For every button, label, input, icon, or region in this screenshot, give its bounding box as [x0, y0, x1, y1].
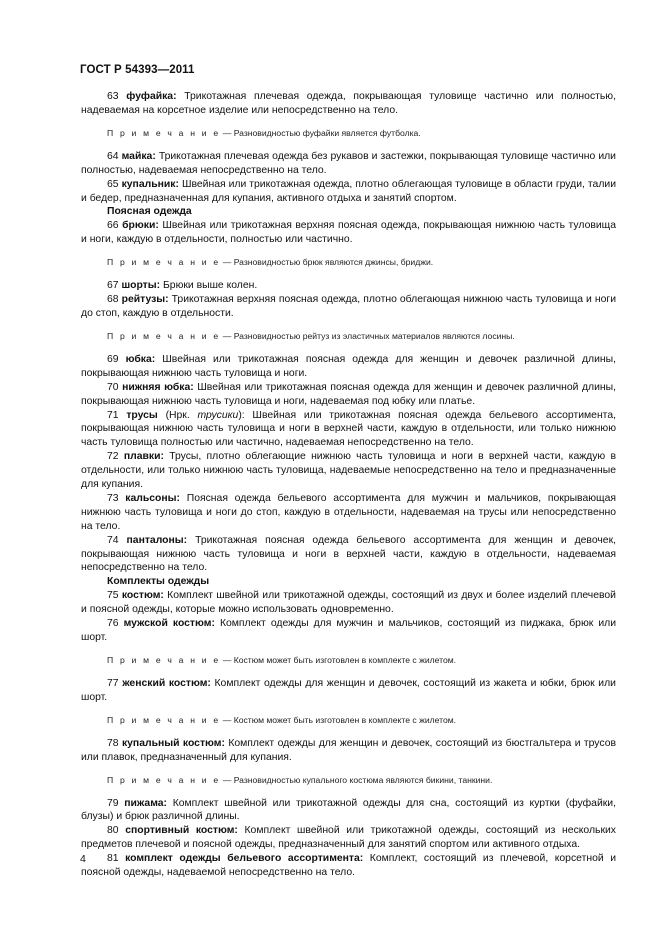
term-entry-63	[81, 90, 616, 118]
term-name: шорты:	[121, 280, 161, 292]
note-label: П р и м е ч а н и е	[107, 257, 221, 268]
section-heading-waist: Поясная одежда	[107, 206, 192, 218]
term-name: плавки:	[123, 451, 164, 463]
term-name: женский костюм:	[122, 677, 211, 689]
term-entry-81	[81, 852, 616, 880]
document-body	[81, 90, 616, 880]
term-definition: Швейная или трикотажная поясная одежда для женщин и девочек различной длины, покрывающая нижнюю часть туловища и ноги.	[81, 353, 617, 379]
term-number: 74	[107, 534, 119, 546]
note-label: П р и м е ч а н и е	[107, 127, 221, 138]
term-name: брюки:	[122, 220, 159, 232]
note-76	[81, 655, 616, 666]
note-78	[81, 775, 616, 786]
term-name: майка:	[121, 150, 156, 162]
term-number: 77	[107, 677, 119, 689]
term-definition: Трикотажная поясная одежда бельевого ассортимента для женщин и девочек, покрывающая нижнюю часть туловища и ноги в верхней части, каждую в отдельности, надеваемая непосредственно на тело.	[81, 534, 616, 574]
term-number: 66	[107, 220, 119, 232]
note-text: — Разновидностью купального костюма являются бикини, танкини.	[220, 774, 493, 785]
term-name: купальный костюм:	[121, 737, 225, 749]
term-number: 81	[107, 853, 119, 865]
term-definition: ): Швейная или трикотажная поясная одежда бельевого ассортимента, покрывающая нижнюю часть туловища и ноги в верхней части, каждую в отдельности, или только нижнюю часть туловища полностью или частично, надеваемая непосредственно на тело.	[81, 409, 616, 449]
note-label: П р и м е ч а н и е	[107, 774, 221, 785]
term-number: 67	[107, 280, 119, 292]
term-definition: Трикотажная верхняя поясная одежда, плотно облегающая нижнюю часть туловища и ноги до стоп, каждую в отдельности.	[81, 294, 616, 319]
term-name: спортивный костюм:	[125, 825, 238, 837]
term-entry-70	[81, 381, 616, 409]
term-name: фуфайка:	[126, 91, 177, 102]
term-definition: Швейная или трикотажная одежда, плотно облегающая туловище в области груди, талии и бедер, предназначенная для купания, активного отдыха и занятий спортом.	[81, 178, 617, 204]
term-entry-65	[81, 178, 616, 206]
term-alternative: трусики	[197, 409, 239, 421]
term-definition: Трикотажная плечевая одежда, покрывающая туловище частично или полностью, надеваемая на корсетное изделие или непосредственно на тело.	[81, 91, 616, 116]
note-label: П р и м е ч а н и е	[107, 714, 221, 725]
term-name: купальник:	[121, 178, 179, 190]
term-number: 79	[107, 797, 119, 809]
term-definition: Комплект швейной или трикотажной одежды для сна, состоящий из куртки (фуфайки, блузы) и брюк различной длины.	[81, 797, 616, 823]
term-entry-76	[81, 617, 616, 645]
term-definition: Швейная или трикотажная поясная одежда для женщин и девочек различной длины, покрывающая нижнюю часть туловища и ноги, надеваемая под юбку или платье.	[81, 381, 617, 407]
term-entry-73	[81, 492, 616, 534]
term-number: 75	[107, 590, 119, 602]
note-text: — Костюм может быть изготовлен в комплекте с жилетом.	[220, 714, 457, 725]
note-text: — Костюм может быть изготовлен в комплекте с жилетом.	[220, 654, 457, 665]
section-heading-sets: Комплекты одежды	[107, 576, 210, 588]
term-definition: Комплект одежды для мужчин и мальчиков, состоящий из пиджака, брюк или шорт.	[81, 618, 616, 643]
term-number: 69	[107, 353, 119, 365]
term-name: пижама:	[124, 797, 167, 809]
term-number: 71	[107, 409, 119, 421]
term-definition: Трикотажная плечевая одежда без рукавов и застежки, покрывающая туловище частично или полностью, надеваемая непосредственно на тело.	[81, 150, 616, 176]
term-name: рейтузы:	[121, 294, 169, 306]
note-text: — Разновидностью рейтуз из эластичных материалов являются лосины.	[220, 330, 515, 341]
term-definition: Комплект швейной или трикотажной одежды, состоящий из нескольких предметов плечевой и поясной одежды, предназначенный для занятий спортом или активного отдыха.	[81, 825, 616, 851]
term-number: 72	[107, 451, 119, 463]
term-number: 73	[107, 492, 119, 504]
term-entry-71	[81, 409, 616, 451]
term-name: панталоны:	[126, 534, 188, 546]
term-definition: Поясная одежда бельевого ассортимента для мужчин и мальчиков, покрывающая нижнюю часть туловища и ноги до стоп, каждую в отдельности, надеваемая на трусы или непосредственно на тело.	[81, 492, 616, 532]
term-number: 78	[107, 737, 119, 749]
term-entry-75	[81, 589, 616, 617]
term-entry-67	[81, 279, 616, 293]
term-name: трусы	[126, 409, 158, 421]
term-name: мужской костюм:	[123, 618, 215, 630]
term-number: 65	[107, 178, 119, 190]
term-name: юбка:	[125, 353, 156, 365]
term-name: костюм:	[121, 590, 164, 602]
note-label: П р и м е ч а н и е	[107, 654, 221, 665]
term-number: 63	[107, 91, 119, 102]
term-name: нижняя юбка:	[122, 381, 194, 393]
note-label: П р и м е ч а н и е	[107, 330, 221, 341]
note-text: — Разновидностью фуфайки является футболка.	[220, 127, 421, 138]
term-note-prefix: (Нрк.	[157, 409, 198, 421]
term-entry-69	[81, 353, 616, 381]
term-name: кальсоны:	[125, 492, 180, 504]
term-entry-68	[81, 293, 616, 321]
term-definition: Брюки выше колен.	[160, 280, 258, 292]
term-number: 76	[107, 618, 119, 630]
term-definition: Трусы, плотно облегающие нижнюю часть туловища и ноги в верхней части, каждую в отдельности, или только нижнюю часть туловища, надеваемые непосредственно на тело и предназначенные для купания.	[81, 451, 617, 491]
page-number: 4	[80, 853, 86, 865]
term-number: 80	[107, 825, 119, 837]
term-number: 64	[107, 150, 119, 162]
term-entry-64	[81, 150, 616, 178]
term-entry-72	[81, 450, 616, 492]
document-header: ГОСТ Р 54393—2011	[80, 64, 195, 76]
note-66	[81, 257, 616, 268]
term-entry-74	[81, 534, 616, 576]
term-entry-78	[81, 737, 616, 765]
term-entry-79	[81, 797, 616, 825]
term-entry-80	[81, 824, 616, 852]
term-definition: Комплект, состоящий из плечевой, корсетной и поясной одежды, надеваемой непосредственно на тело.	[81, 853, 617, 879]
note-68	[81, 331, 616, 342]
term-name: комплект одежды бельевого ассортимента:	[125, 853, 364, 865]
term-definition: Комплект одежды для женщин и девочек, состоящий из жакета и юбки, брюк или шорт.	[81, 677, 616, 703]
term-definition: Комплект швейной или трикотажной одежды, состоящий из двух и более изделий плечевой и поясной одежды, которые можно использовать одновременно.	[81, 590, 616, 616]
term-entry-66	[81, 219, 616, 247]
term-definition: Швейная или трикотажная верхняя поясная одежда, покрывающая нижнюю часть туловища и ноги, каждую в отдельности, полностью или частично.	[81, 220, 617, 246]
term-definition: Комплект одежды для женщин и девочек, состоящий из бюстгальтера и трусов или плавок, предназначенный для купания.	[81, 737, 616, 763]
note-77	[81, 715, 616, 726]
term-number: 68	[107, 294, 119, 306]
note-63	[81, 128, 616, 139]
note-text: — Разновидностью брюк являются джинсы, бриджи.	[220, 257, 434, 268]
term-number: 70	[107, 381, 119, 393]
term-entry-77	[81, 677, 616, 705]
